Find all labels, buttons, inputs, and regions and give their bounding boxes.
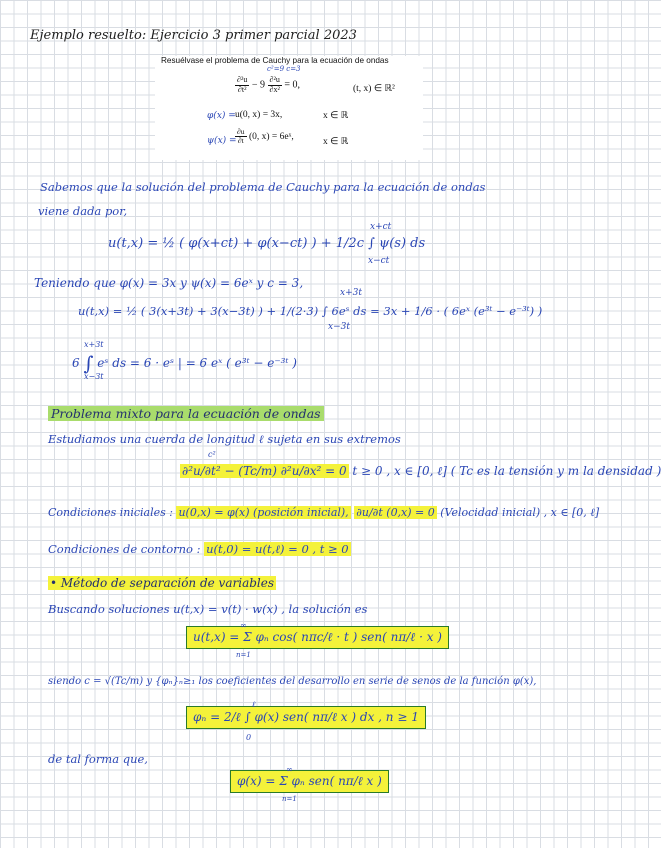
tal-forma-line: de tal forma que,: [48, 752, 148, 766]
initial-condition-velocity-domain: x ∈ ℝ: [323, 137, 349, 147]
siendo-line: siendo c = √(Tc/m) y {φₙ}ₙ≥₁ los coeficientes del desarrollo en serie de senos de la función φ(x),: [48, 676, 537, 687]
string-description: Estudiamos una cuerda de longitud ℓ sujeta en sus extremos: [48, 432, 401, 446]
substitution-limit-bottom: x−3t: [328, 322, 350, 332]
method-description: Buscando soluciones u(t,x) = v(t) · w(x) , la solución es: [48, 602, 368, 616]
wave-equation-printed: $\frac{\text{∂²u}}{\text{∂t²}}$ − 9 $\frac{\text{∂²u}}{\text{∂x²}}$ = 0,: [237, 75, 300, 94]
wave-equation-handwritten: ∂²u/∂t² − (Tc/m) ∂²u/∂x² = 0: [182, 464, 347, 478]
page-title: Ejemplo resuelto: Ejercicio 3 primer parcial 2023: [30, 28, 357, 43]
integral-calc-limit-bottom: x−3t: [84, 372, 104, 381]
coefficient-formula: φₙ = 2/ℓ ∫ φ(x) sen( nπ/ℓ x ) dx , n ≥ 1: [193, 710, 419, 724]
integral-calc-result: = 6 eˣ ( e³ᵗ − e⁻³ᵗ ): [185, 356, 297, 370]
substitution-line: [78, 304, 542, 318]
integral-calc-line: 6 ∫ eˢ ds = 6 · eˢ | = 6 eˣ ( e³ᵗ − e⁻³ᵗ ): [72, 352, 297, 375]
dalembert-formula: u(t,x) = ½ ( φ(x+ct) + φ(x−ct) ) + 1/2c ∫ ψ(s) ds: [108, 236, 426, 251]
phi-label: φ(x) =: [207, 111, 236, 121]
series-formula-box: [230, 770, 389, 793]
solution-sum-top: ∞: [240, 621, 247, 630]
substitution-result: = 3x + 1/6 · ( 6eˣ (e³ᵗ − e⁻³ᵗ) ): [370, 304, 543, 318]
solution-formula-box: [186, 626, 449, 649]
initial-condition-1: u(0,x) = φ(x) (posición inicial),: [178, 506, 349, 519]
initial-conditions-row: [48, 506, 599, 519]
initial-condition-position: u(0, x) = 3x,: [235, 110, 283, 120]
initial-condition-2-note: (Velocidad inicial) , x ∈ [0, ℓ]: [440, 506, 600, 519]
initial-condition-velocity-rhs: (0, x) = 6eˣ,: [248, 132, 294, 143]
boundary-conditions-row: [48, 542, 351, 556]
initial-condition-2: ∂u/∂t (0,x) = 0: [356, 506, 435, 519]
integral-calc-integrand: eˢ ds = 6 · eˢ |: [97, 356, 182, 370]
wave-equation-domain-handwritten: t ≥ 0 , x ∈ [0, ℓ]: [352, 464, 447, 478]
c-squared-mark: c²: [208, 450, 216, 459]
psi-label: ψ(x) =: [207, 136, 237, 146]
series-sum-top: ∞: [286, 765, 293, 774]
dalembert-limit-top: x+ct: [370, 222, 392, 232]
substitution-limit-top: x+3t: [340, 288, 362, 298]
solution-formula: u(t,x) = Σ φₙ cos( nπc/ℓ · t ) sen( nπ/ℓ · x ): [193, 630, 442, 644]
coefficient-limit-bottom: 0: [246, 733, 252, 742]
coefficient-formula-box: [186, 706, 426, 729]
coefficient-limit-top: ℓ: [252, 700, 256, 709]
wave-equation-rhs: = 0,: [284, 79, 300, 91]
printed-problem-block: [155, 56, 423, 160]
substitution-lhs: u(t,x) = ½ ( 3(x+3t) + 3(x−3t) ) + 1/(2·3) ∫: [78, 304, 328, 318]
initial-condition-position-domain: x ∈ ℝ: [323, 111, 349, 121]
solution-sum-bottom: n=1: [236, 651, 251, 659]
given-data-line: Teniendo que φ(x) = 3x y ψ(x) = 6eˣ y c = 3,: [34, 276, 304, 290]
series-formula: φ(x) = Σ φₙ sen( nπ/ℓ x ): [237, 774, 382, 788]
problem-title: Resuélvase el problema de Cauchy para la ecuación de ondas: [161, 56, 389, 65]
series-sum-bottom: n=1: [282, 795, 297, 803]
c-squared-annotation: c²=9 c=3: [267, 65, 301, 73]
intro-line-1: Sabemos que la solución del problema de Cauchy para la ecuación de ondas: [40, 180, 486, 194]
integral-calc-limit-top: x+3t: [84, 340, 104, 349]
dalembert-limit-bottom: x−ct: [368, 256, 390, 266]
integral-calc-lead: 6: [72, 356, 80, 370]
boundary-conditions: u(t,0) = u(t,ℓ) = 0 , t ≥ 0: [206, 542, 349, 556]
section-title: Problema mixto para la ecuación de ondas: [48, 406, 324, 421]
wave-equation-note: ( Tc es la tensión y m la densidad ): [450, 464, 661, 478]
wave-equation-domain: (t, x) ∈ ℝ²: [353, 84, 395, 94]
initial-conditions-label: Condiciones iniciales :: [48, 506, 173, 519]
boundary-conditions-label: Condiciones de contorno :: [48, 542, 201, 556]
wave-equation-coefficient: − 9: [251, 79, 265, 91]
intro-line-2: viene dada por,: [38, 204, 128, 218]
wave-equation-row: [180, 464, 661, 479]
initial-condition-velocity: $\frac{\partial u}{\partial t}$ (0, x) = 6eˣ,: [237, 127, 294, 146]
method-title: • Método de separación de variables: [50, 576, 274, 590]
substitution-integrand: 6eˢ ds: [331, 304, 367, 318]
